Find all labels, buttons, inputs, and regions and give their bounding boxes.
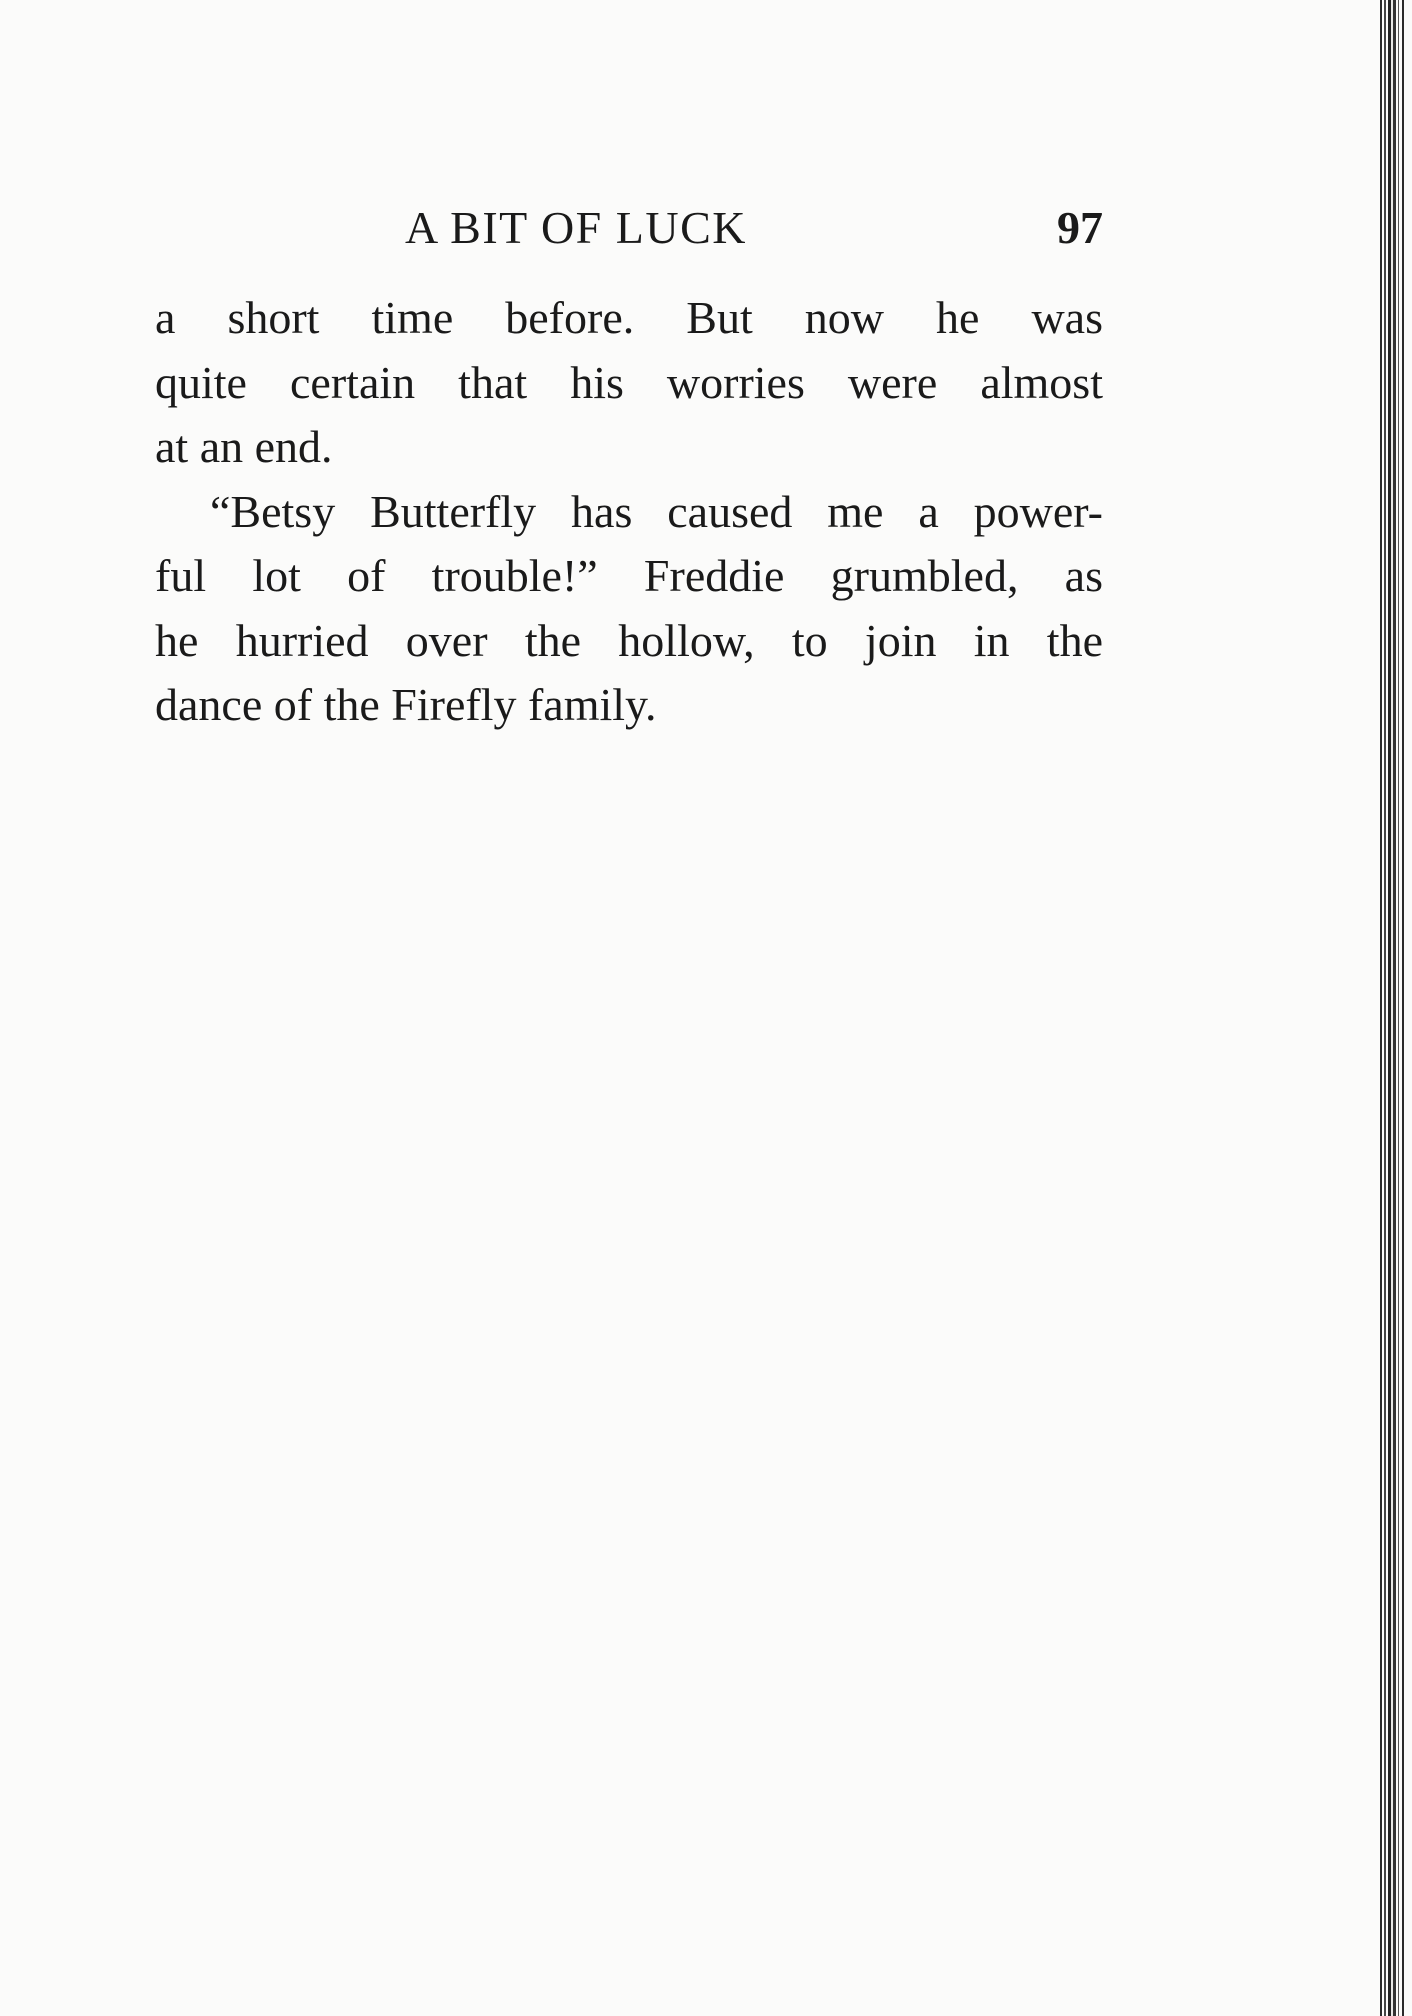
text-line: quite certain that his worries were almost — [155, 356, 1103, 408]
running-title: A BIT OF LUCK — [405, 202, 747, 253]
text-line: dance of the Firefly family. — [155, 679, 657, 730]
text-line: “Betsy Butterfly has caused me a power- — [210, 485, 1103, 537]
body-text — [155, 286, 1103, 738]
text-line: he hurried over the hollow, to join in the — [155, 614, 1103, 666]
book-gutter-edge — [1374, 0, 1412, 2016]
page-number: 97 — [1057, 202, 1103, 253]
running-head — [155, 198, 1103, 258]
text-line: at an end. — [155, 421, 333, 472]
text-line: a short time before. But now he was — [155, 292, 1103, 343]
text-line: ful lot of trouble!” Freddie grumbled, as — [155, 550, 1103, 601]
